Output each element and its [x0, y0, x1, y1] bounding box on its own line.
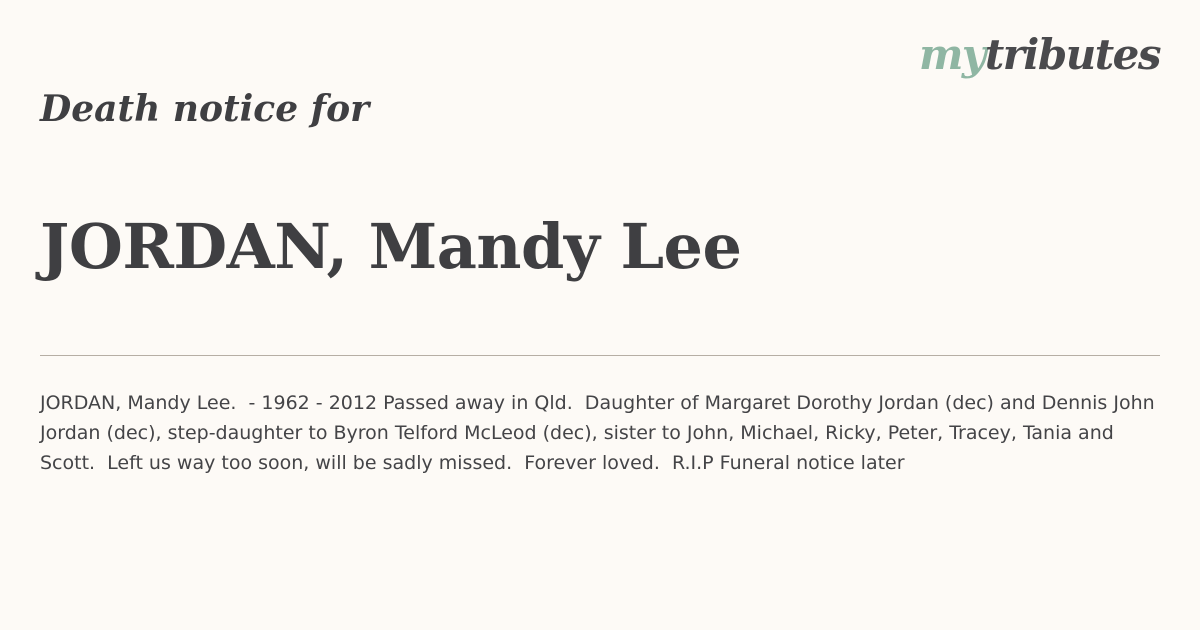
notice-text: JORDAN, Mandy Lee. - 1962 - 2012 Passed away in Qld. Daughter of Margaret Dorothy Jordan (dec) and Dennis John Jordan (dec), step-daughter to Byron Telford McLeod (dec), sister to John, Michael, Ricky, Peter, Tracey, Tania and Scott. Left us way too soon, will be sadly missed. Forever loved. R.I.P Funeral notice later	[40, 392, 1161, 474]
logo-tributes-text: tributes	[984, 30, 1160, 79]
death-notice-heading: Death notice for	[40, 88, 370, 130]
logo-my-text: my	[918, 30, 985, 79]
mytributes-logo[interactable]	[918, 30, 1160, 79]
deceased-name: JORDAN, Mandy Lee	[40, 210, 742, 283]
divider	[40, 355, 1160, 356]
